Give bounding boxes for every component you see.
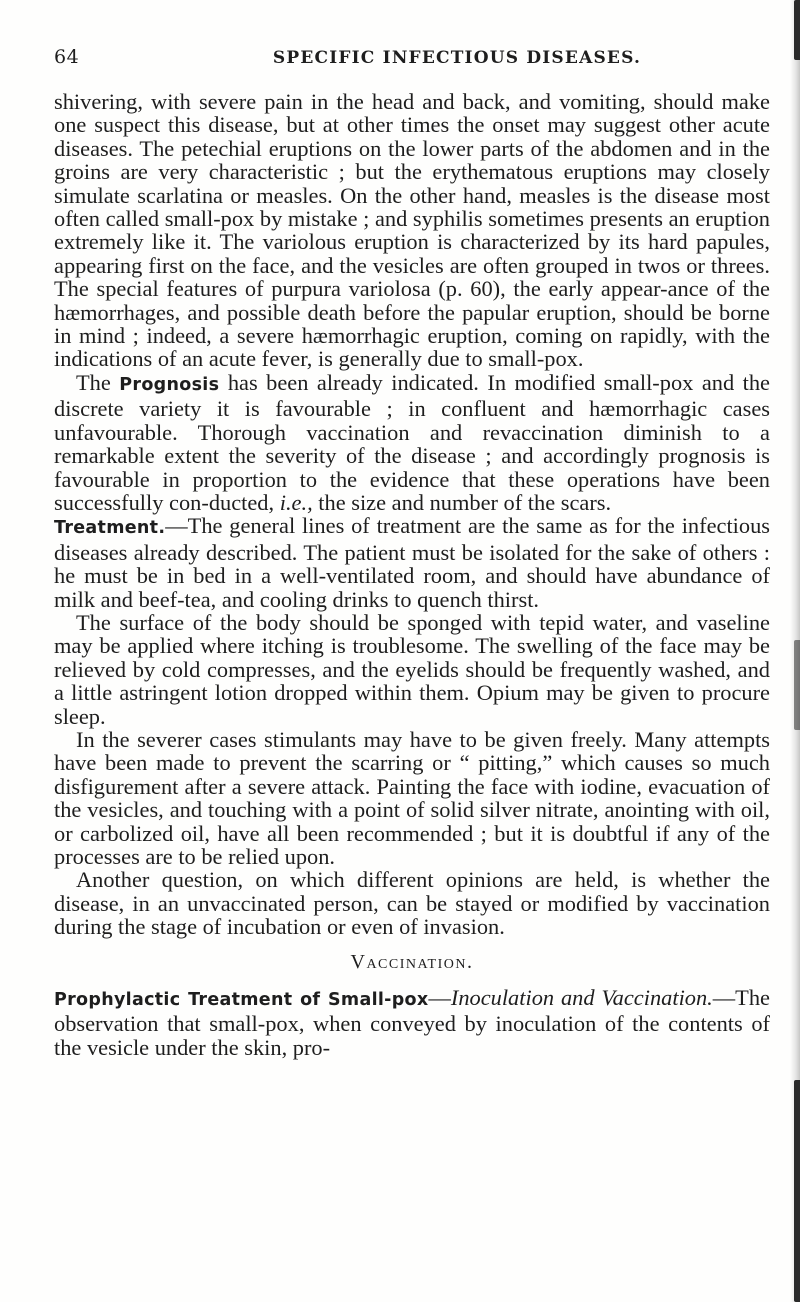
prophylactic-text: —The observation that small-pox, when conveyed by inoculation of the contents of the vesicle under the skin, pro- (54, 985, 770, 1060)
prognosis-text-end: the size and number of the scars. (318, 489, 612, 515)
edge-mark (794, 1080, 800, 1302)
paragraph-prognosis (54, 371, 770, 514)
paragraph-prophylactic (54, 986, 770, 1059)
treatment-heading: Treatment. (54, 518, 166, 539)
running-title: SPECIFIC INFECTIOUS DISEASES. (272, 48, 642, 68)
running-header (54, 46, 774, 68)
edge-mark (794, 0, 800, 60)
prognosis-lead-word: The (76, 369, 111, 395)
paragraph-stimulants: In the severer cases stimulants may have to be given freely. Many attempts have been made to prevent the scarring or “ pitting,” which causes so much disfigurement after a severe attack. Painting the face with iodine, evacuation of the vesicles, and touching with a point of solid silver nitrate, anointing with oil, or carbolized oil, have all been recommended ; but it is doubtful if any of the processes are to be relied upon. (54, 726, 770, 869)
page-number: 64 (54, 46, 80, 68)
prognosis-ie: i.e., (279, 489, 313, 515)
paragraph-incubation: Another question, on which different opinions are held, is whether the disease, in an unvaccinated person, can be stayed or modified by vaccination during the stage of incubation or even of invasion. (54, 867, 770, 940)
prophylactic-dash: — (428, 985, 451, 1011)
edge-mark (794, 640, 800, 730)
section-heading-vaccination: Vaccination. (350, 950, 474, 973)
paragraph-diagnosis: shivering, with severe pain in the head and back, and vomiting, should make one suspect this disease, but at other times the onset may suggest other acute diseases. The petechial eruptions on the lower parts of the abdomen and in the groins are very characteristic ; but the erythematous eruptions may closely simulate scarlatina or measles. On the other hand, measles is the disease most often called small-pox by mistake ; and syphilis sometimes presents an eruption extremely like it. The variolous eruption is characterized by its hard papules, appearing first on the face, and the vesicles are often grouped in twos or threes. The special features of purpura variolosa (p. 60), the early appear-ance of the hæmorrhages, and possible death before the papular eruption, should be borne in mind ; indeed, a severe hæmorrhagic eruption, coming on rapidly, with the indications of an acute fever, is generally due to small-pox. (54, 89, 770, 372)
paragraph-treatment (54, 514, 770, 611)
page-edge-shadow (790, 0, 800, 1302)
body-text (54, 90, 770, 1059)
paragraph-sponging: The surface of the body should be sponged with tepid water, and vaseline may be applied where itching is troublesome. The swelling of the face may be relieved by cold compresses, and the eyelids should be frequently washed, and a little astringent lotion dropped within them. Opium may be given to procure sleep. (54, 609, 770, 729)
treatment-text: —The general lines of treatment are the same as for the infectious diseases already described. The patient must be isolated for the sake of others : he must be in bed in a well-ventilated room, and should have abundance of milk and beef-tea, and cooling drinks to quench thirst. (54, 513, 770, 612)
prognosis-text: has been already indicated. In modified small-pox and the discrete variety it is favourable ; in confluent and hæmorrhagic cases unfavourable. Thorough vaccination and revaccination diminish to a remarkable extent the severity of the disease ; and accordingly prognosis is favourable in proportion to the evidence that these operations have been successfully con-ducted, (54, 369, 770, 515)
prognosis-heading: Prognosis (119, 374, 220, 395)
prophylactic-heading: Prophylactic Treatment of Small-pox (54, 990, 429, 1011)
prophylactic-subheading: Inoculation and Vaccination. (450, 985, 713, 1011)
